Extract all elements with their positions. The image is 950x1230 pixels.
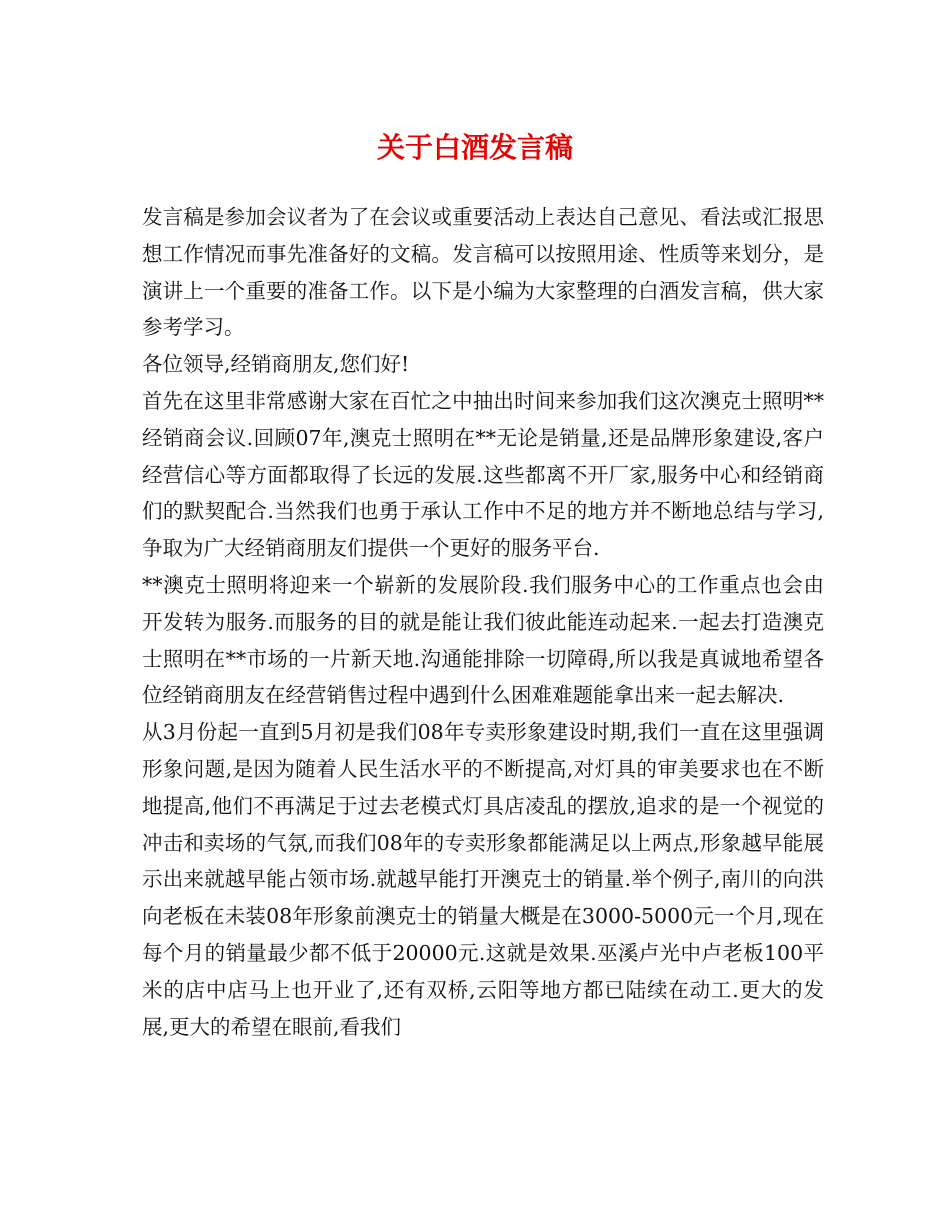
- intro-paragraph: 发言稿是参加会议者为了在会议或重要活动上表达自己意见、看法或汇报思想工作情况而事先准备好的文稿。发言稿可以按照用途、性质等来划分，是演讲上一个重要的准备工作。以下是小编为大家整理的白酒发言稿，供大家参考学习。: [142, 205, 824, 340]
- body-paragraph: 从3月份起一直到5月初是我们08年专卖形象建设时期,我们一直在这里强调形象问题,是因为随着人民生活水平的不断提高,对灯具的审美要求也在不断地提高,他们不再满足于过去老模式灯具店凌乱的摆放,追求的是一个视觉的冲击和卖场的气氛,而我们08年的专卖形象都能满足以上两点,形象越早能展示出来就越早能占领市场.就越早能打开澳克士的销量.举个例子,南川的向洪向老板在未装08年形象前澳克士的销量大概是在3000-5000元一个月,现在每个月的销量最少都不低于20000元.这就是效果.巫溪卢光中卢老板100平米的店中店马上也开业了,还有双桥,云阳等地方都已陆续在动工.更大的发展,更大的希望在眼前,看我们: [142, 720, 824, 1039]
- body-paragraph: **澳克士照明将迎来一个崭新的发展阶段.我们服务中心的工作重点也会由开发转为服务.而服务的目的就是能让我们彼此能连动起来.一起去打造澳克士照明在**市场的一片新天地.沟通能排除一切障碍,所以我是真诚地希望各位经销商朋友在经营销售过程中遇到什么困难难题能拿出来一起去解决.: [142, 572, 824, 708]
- greeting-paragraph: 各位领导,经销商朋友,您们好!: [142, 352, 410, 377]
- document-title: 关于白酒发言稿: [376, 131, 573, 164]
- body-paragraph: 首先在这里非常感谢大家在百忙之中抽出时间来参加我们这次澳克士照明**经销商会议.回顾07年,澳克士照明在**无论是销量,还是品牌形象建设,客户经营信心等方面都取得了长远的发展.这些都离不开厂家,服务中心和经销商们的默契配合.当然我们也勇于承认工作中不足的地方并不断地总结与学习,争取为广大经销商朋友们提供一个更好的服务平台.: [142, 388, 824, 561]
- document-body: [142, 199, 824, 1045]
